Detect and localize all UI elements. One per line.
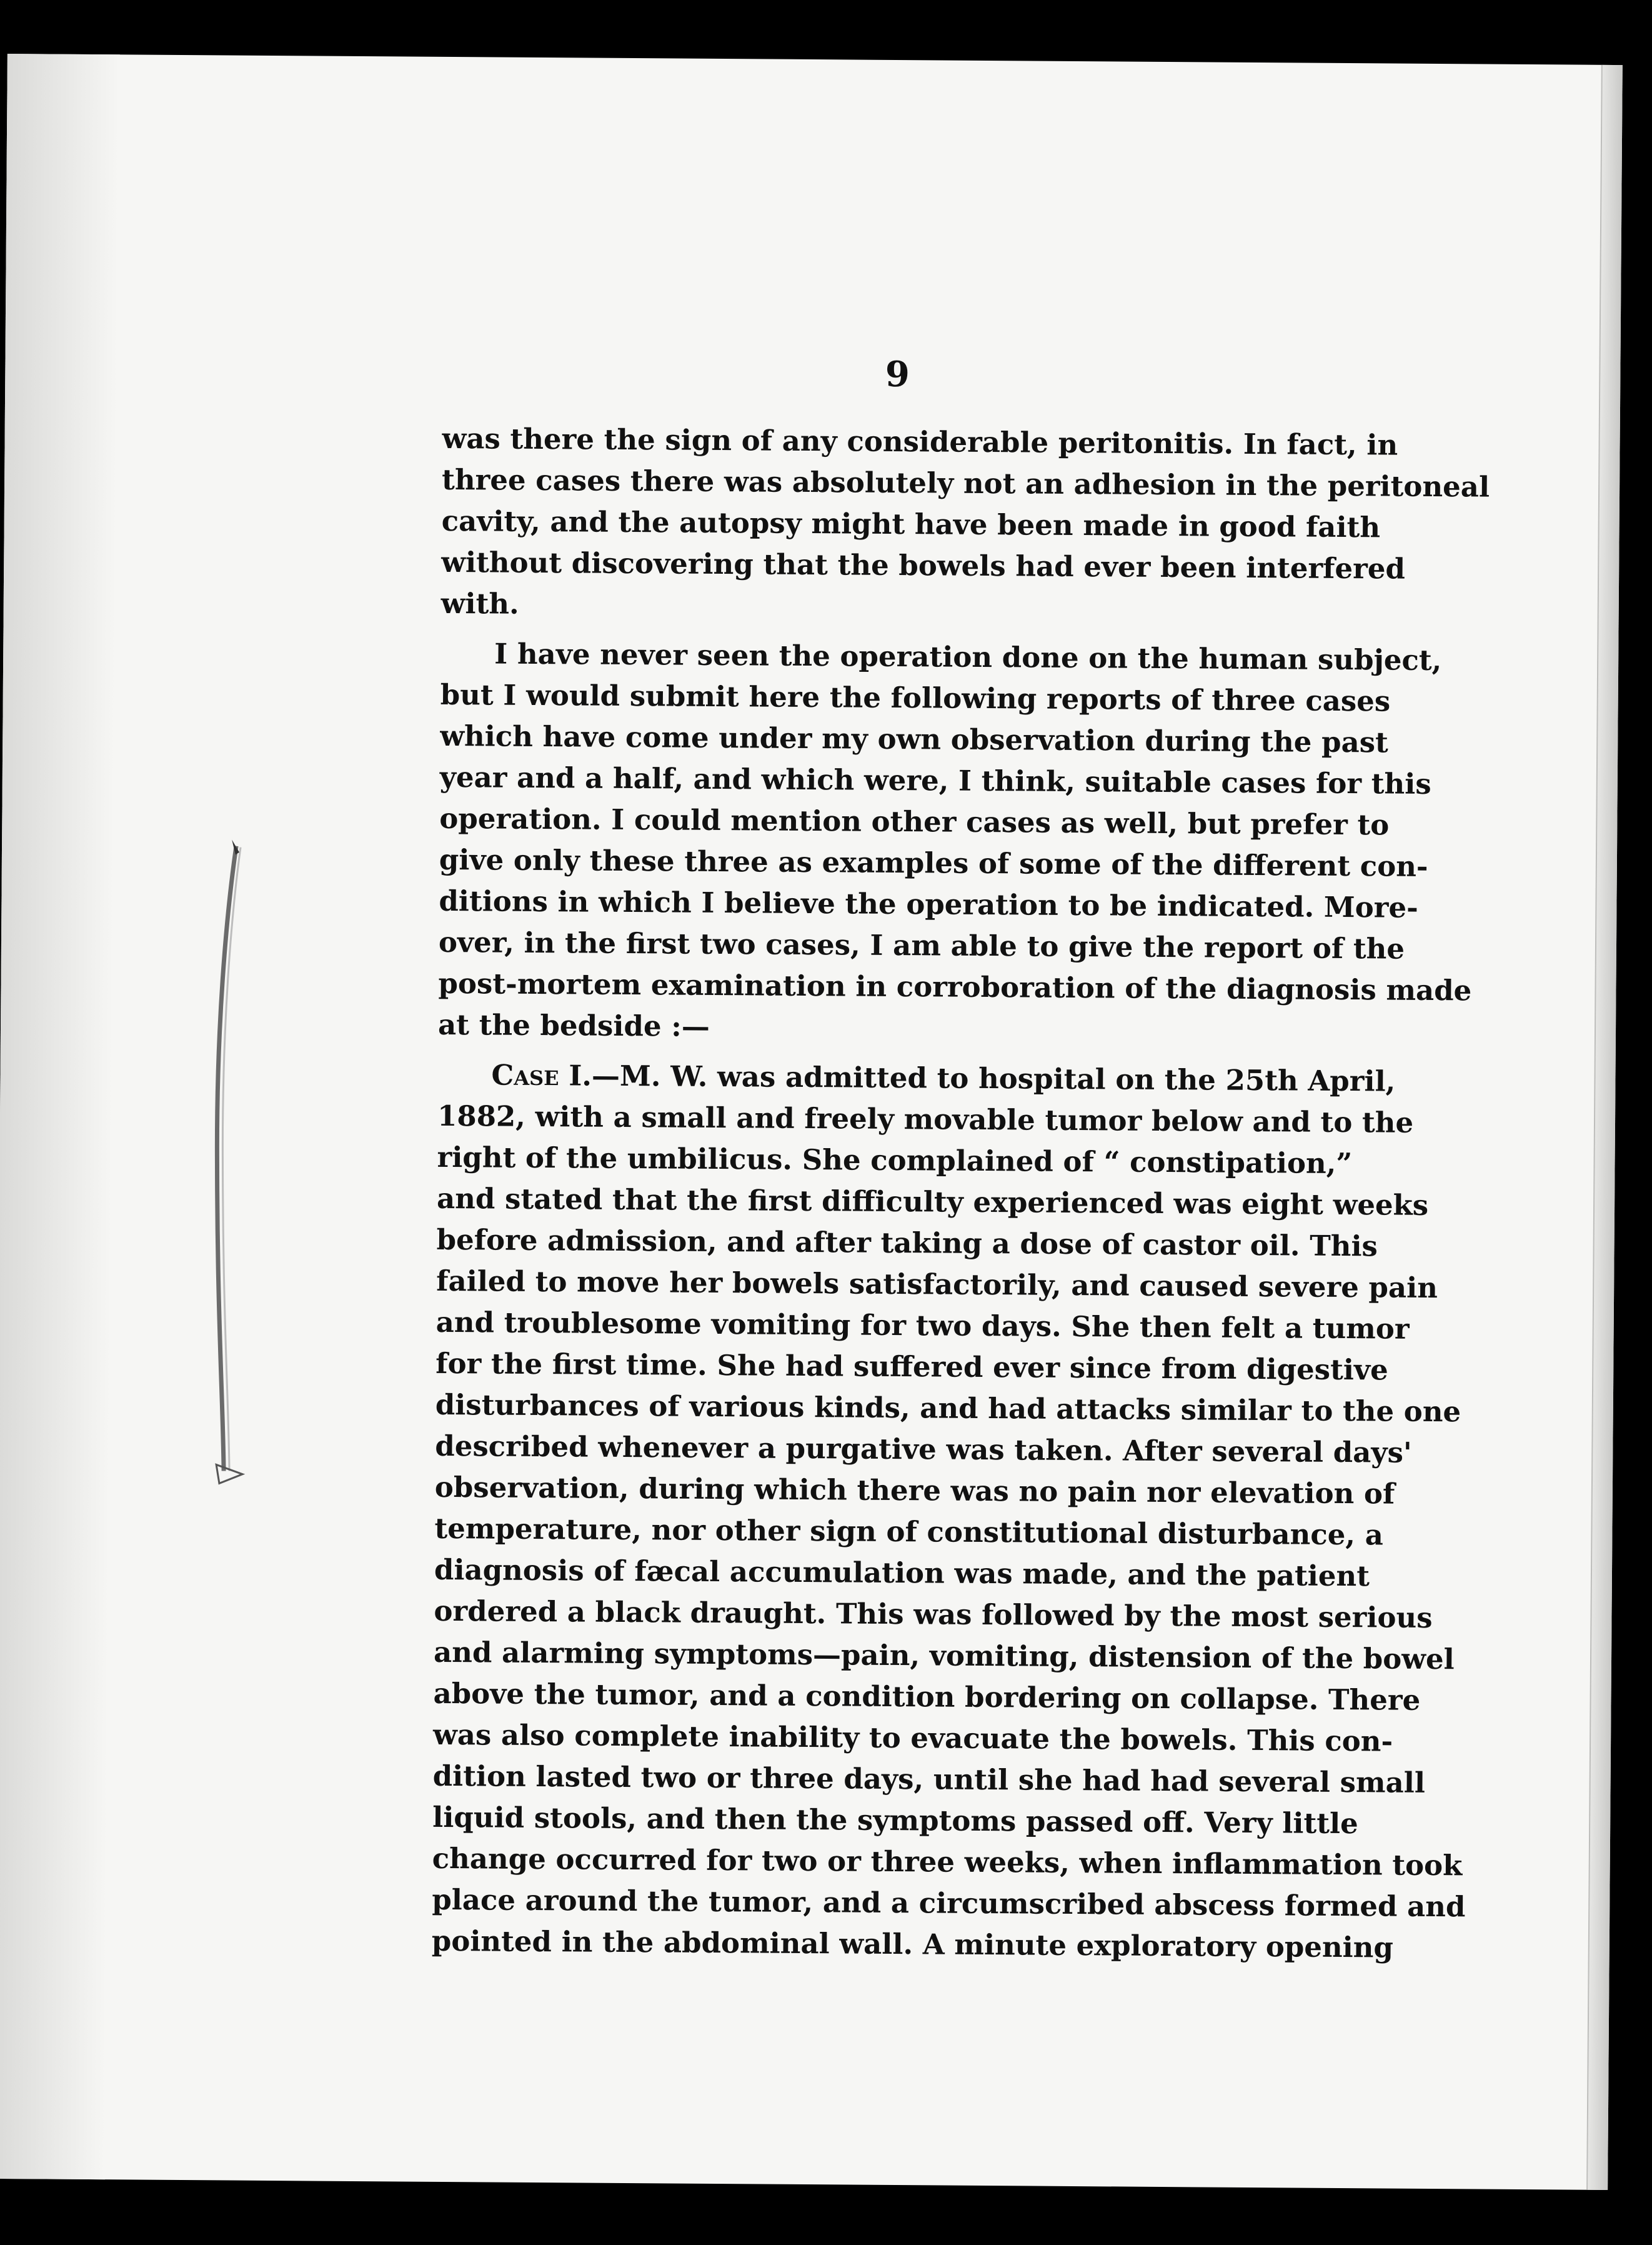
text-line: year and a half, and which were, I think, suitable cases for this: [439, 760, 1431, 801]
paragraph-2: [437, 633, 1472, 1052]
text-line: without discovering that the bowels had ever been interfered: [441, 545, 1406, 586]
text-line: with.: [440, 586, 519, 621]
text-line: was also complete inability to evacuate the bowels. This con-: [432, 1718, 1393, 1758]
text-line: disturbances of various kinds, and had attacks similar to the one: [435, 1388, 1461, 1429]
case-label: Case I.: [491, 1058, 592, 1092]
text-line: and alarming symptoms—pain, vomiting, distension of the bowel: [433, 1635, 1455, 1676]
binding-thread: [204, 839, 252, 1496]
page-number: 9: [885, 353, 910, 396]
text-line: at the bedside :—: [437, 1008, 710, 1043]
book-page: [0, 54, 1623, 2190]
text-line: post-mortem examination in corroboration of the diagnosis made: [438, 966, 1472, 1008]
text-line: and stated that the first difficulty experienced was eight weeks: [436, 1181, 1429, 1222]
text-line: place around the tumor, and a circumscribed abscess formed and: [432, 1882, 1466, 1924]
text-line: give only these three as examples of some of the different con-: [439, 842, 1428, 883]
text-line: and troublesome vomiting for two days. She then felt a tumor: [435, 1305, 1410, 1346]
text-line: operation. I could mention other cases as well, but prefer to: [439, 801, 1390, 842]
text-line: three cases there was absolutely not an adhesion in the peritoneal: [441, 462, 1490, 504]
text-line: before admission, and after taking a dose of castor oil. This: [436, 1222, 1378, 1263]
text-line: pointed in the abdominal wall. A minute exploratory opening: [431, 1924, 1394, 1964]
text-line: failed to move her bowels satisfactorily, and caused severe pain: [436, 1264, 1438, 1305]
text-line: ordered a black draught. This was followed by the most serious: [434, 1594, 1433, 1634]
text-line: cavity, and the autopsy might have been made in good faith: [441, 504, 1381, 544]
text-line: ditions in which I believe the operation to be indicated. More-: [439, 884, 1418, 924]
text-line: for the first time. She had suffered ever since from digestive: [435, 1346, 1388, 1387]
text-line: temperature, nor other sign of constitutional disturbance, a: [434, 1511, 1384, 1552]
text-line: but I would submit here the following reports of three cases: [440, 678, 1391, 718]
text-line: was there the sign of any considerable peritonitis. In fact, in: [442, 421, 1398, 462]
text-line: described whenever a purgative was taken. After several days': [435, 1429, 1412, 1469]
case-first-line-text: —M. W. was admitted to hospital on the 25th April,: [591, 1059, 1396, 1098]
text-line: right of the umbilicus. She complained of “ constipation,”: [437, 1140, 1353, 1181]
text-line: change occurred for two or three weeks, when inflammation took: [432, 1841, 1463, 1882]
page-gutter: [0, 54, 120, 2179]
text-line: liquid stools, and then the symptoms passed off. Very little: [432, 1800, 1358, 1841]
paragraph-case-1: [431, 1054, 1466, 1968]
text-line: which have come under my own observation during the past: [440, 719, 1389, 759]
body-text: [431, 418, 1490, 1968]
text-line: over, in the first two cases, I am able to give the report of the: [438, 925, 1405, 966]
text-line: I have never seen the operation done on the human subject,: [494, 637, 1442, 678]
text-line: diagnosis of fæcal accumulation was made, and the patient: [434, 1552, 1370, 1593]
text-line: 1882, with a small and freely movable tumor below and to the: [437, 1099, 1414, 1139]
text-line: observation, during which there was no pain nor elevation of: [434, 1470, 1395, 1511]
text-line: dition lasted two or three days, until she had had several small: [432, 1759, 1426, 1799]
paragraph-1: [440, 418, 1490, 631]
text-line: above the tumor, and a condition bordering on collapse. There: [433, 1676, 1421, 1717]
page-edge: [1586, 65, 1623, 2190]
text-line: [437, 1054, 1396, 1102]
